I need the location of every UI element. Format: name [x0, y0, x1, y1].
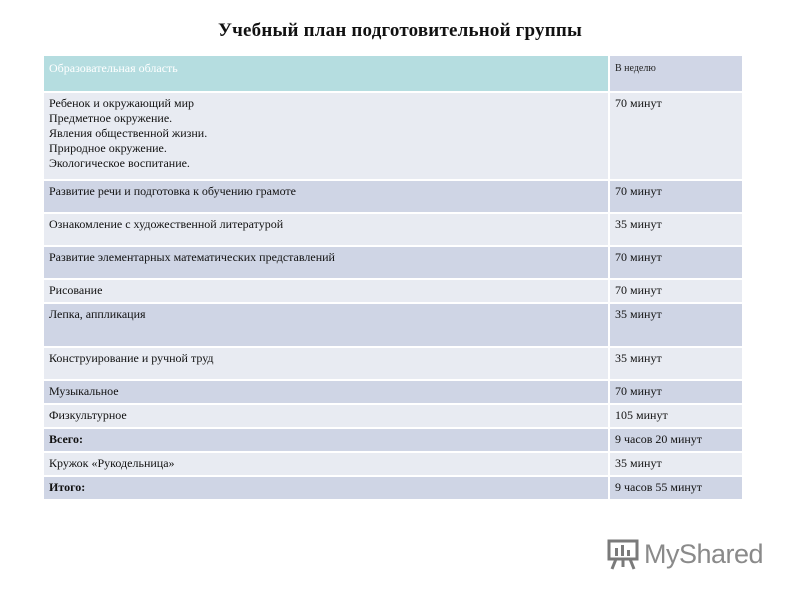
row-area-line: Экологическое воспитание. — [49, 156, 190, 170]
row-area-name: Физкультурное — [43, 404, 609, 428]
row-area-name: Музыкальное — [43, 380, 609, 404]
table-row-grand-total — [43, 476, 743, 500]
row-value: 35 минут — [609, 347, 743, 380]
row-area-name: Всего: — [43, 428, 609, 452]
table-row — [43, 279, 743, 303]
row-value: 70 минут — [609, 180, 743, 213]
header-per-week: В неделю — [609, 55, 743, 92]
row-area-line: Природное окружение. — [49, 141, 167, 155]
logo-text: MyShared — [644, 538, 764, 569]
row-area-name: Лепка, аппликация — [43, 303, 609, 347]
row-area-name — [43, 92, 609, 180]
curriculum-table — [42, 54, 744, 501]
row-value: 35 минут — [609, 213, 743, 246]
table-row — [43, 347, 743, 380]
row-area-line: Ребенок и окружающий мир — [49, 96, 194, 110]
presentation-board-icon — [606, 537, 640, 571]
row-value: 9 часов 55 минут — [609, 476, 743, 500]
myshared-logo[interactable] — [606, 536, 763, 572]
row-value: 70 минут — [609, 92, 743, 180]
table-row — [43, 246, 743, 279]
row-value: 70 минут — [609, 279, 743, 303]
row-value: 35 минут — [609, 303, 743, 347]
header-area: Образовательная область — [43, 55, 609, 92]
row-area-line: Предметное окружение. — [49, 111, 173, 125]
table-row — [43, 213, 743, 246]
row-area-name: Развитие речи и подготовка к обучению грамоте — [43, 180, 609, 213]
row-area-name: Конструирование и ручной труд — [43, 347, 609, 380]
table-row — [43, 404, 743, 428]
row-value: 70 минут — [609, 380, 743, 404]
table-header-row — [43, 55, 743, 92]
row-value: 35 минут — [609, 452, 743, 476]
row-value: 105 минут — [609, 404, 743, 428]
table-row — [43, 303, 743, 347]
row-value: 70 минут — [609, 246, 743, 279]
page-title: Учебный план подготовительной группы — [217, 20, 583, 41]
row-area-name: Ознакомление с художественной литературой — [43, 213, 609, 246]
row-area-name: Развитие элементарных математических представлений — [43, 246, 609, 279]
table-row — [43, 380, 743, 404]
row-value: 9 часов 20 минут — [609, 428, 743, 452]
table-row-total — [43, 428, 743, 452]
row-area-line: Явления общественной жизни. — [49, 126, 208, 140]
row-area-name: Итого: — [43, 476, 609, 500]
table-row — [43, 92, 743, 180]
row-area-name: Рисование — [43, 279, 609, 303]
table-row — [43, 452, 743, 476]
table-row — [43, 180, 743, 213]
row-area-name: Кружок «Рукодельница» — [43, 452, 609, 476]
